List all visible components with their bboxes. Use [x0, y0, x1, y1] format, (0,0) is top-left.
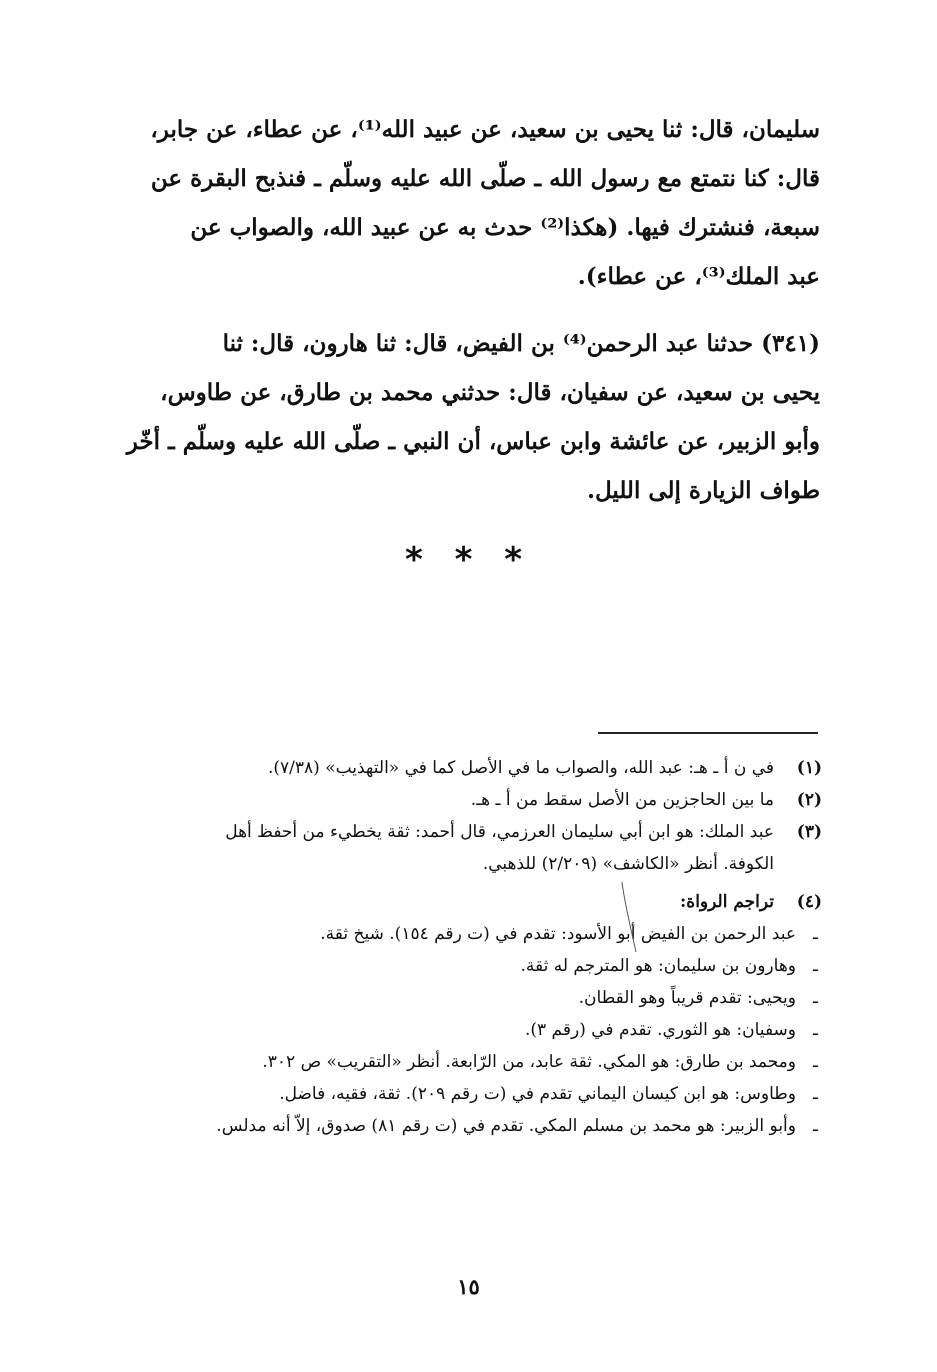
footnote-line: عبد الملك: هو ابن أبي سليمان العرزمي، قال أحمد: ثقة يخطيء من أحفظ أهل	[225, 822, 774, 842]
footnote-3	[120, 816, 822, 880]
footnote-4	[120, 886, 822, 918]
main-text	[110, 105, 820, 533]
dash-bullet: ـ	[813, 1116, 818, 1136]
footnote-line: في ن أ ـ هـ: عبد الله، والصواب ما في الأصل كما في «التهذيب» (٧/٣٨).	[267, 758, 774, 778]
footnote-number: (٤)	[796, 892, 822, 912]
text-line: وأبو الزبير، عن عائشة وابن عباس، أن النبي ـ صلّى الله عليه وسلّم ـ أخّر	[126, 428, 820, 455]
narrators-heading: تراجم الرواة:	[680, 892, 774, 912]
text-line: عبد الملك⁽³⁾، عن عطاء).	[577, 263, 820, 290]
narrator-list	[120, 918, 822, 1142]
text-line: سبعة، فنشترك فيها. (هكذا⁽²⁾ حدث به عن عبيد الله، والصواب عن	[190, 214, 820, 241]
list-item	[120, 918, 822, 950]
list-item	[120, 1078, 822, 1110]
list-item	[120, 1046, 822, 1078]
text-line: طواف الزيارة إلى الليل.	[586, 477, 820, 504]
list-item	[120, 1014, 822, 1046]
text-line: يحيى بن سعيد، عن سفيان، قال: حدثني محمد بن طارق، عن طاوس،	[160, 379, 820, 406]
page-number: ١٥	[457, 1274, 480, 1299]
footnotes	[120, 752, 822, 1142]
footnote-2	[120, 784, 822, 816]
text-line: (٣٤١) حدثنا عبد الرحمن⁽⁴⁾ بن الفيض، قال: ثنا هارون، قال: ثنا	[222, 330, 820, 357]
dash-bullet: ـ	[813, 924, 818, 944]
paragraph-hadith-340-continuation	[110, 105, 820, 301]
footnote-body	[120, 886, 774, 918]
footnote-number: (٢)	[796, 790, 822, 810]
narrator-text: وسفيان: هو الثوري. تقدم في (رقم ٣).	[524, 1020, 796, 1040]
section-separator: * * *	[404, 540, 532, 580]
narrator-text: وأبو الزبير: هو محمد بن مسلم المكي. تقدم في (ت رقم ٨١) صدوق، إلاّ أنه مدلس.	[216, 1116, 796, 1136]
dash-bullet: ـ	[813, 1052, 818, 1072]
list-item	[120, 982, 822, 1014]
footnote-body	[120, 784, 774, 816]
narrator-text: وطاوس: هو ابن كيسان اليماني تقدم في (ت رقم ٢٠٩). ثقة، فقيه، فاضل.	[279, 1084, 796, 1104]
footnote-1	[120, 752, 822, 784]
footnote-divider	[598, 732, 818, 734]
footnote-body	[120, 816, 774, 880]
dash-bullet: ـ	[813, 1084, 818, 1104]
footnote-line: ما بين الحاجزين من الأصل سقط من أ ـ هـ.	[470, 790, 774, 810]
text-line: سليمان، قال: ثنا يحيى بن سعيد، عن عبيد الله⁽¹⁾، عن عطاء، عن جابر،	[150, 116, 820, 143]
narrator-text: ويحيى: تقدم قريباً وهو القطان.	[578, 988, 796, 1008]
list-item	[120, 1110, 822, 1142]
dash-bullet: ـ	[813, 988, 818, 1008]
footnote-number: (١)	[796, 758, 822, 778]
paragraph-hadith-341	[110, 319, 820, 515]
footnote-line: الكوفة. أنظر «الكاشف» (٢/٢٠٩) للذهبي.	[482, 854, 774, 874]
dash-bullet: ـ	[813, 1020, 818, 1040]
dash-bullet: ـ	[813, 956, 818, 976]
footnote-body	[120, 752, 774, 784]
narrator-text: وهارون بن سليمان: هو المترجم له ثقة.	[520, 956, 796, 976]
list-item	[120, 950, 822, 982]
text-line: قال: كنا نتمتع مع رسول الله ـ صلّى الله عليه وسلّم ـ فنذبح البقرة عن	[150, 165, 820, 192]
footnote-number: (٣)	[796, 822, 822, 842]
narrator-text: عبد الرحمن بن الفيض أبو الأسود: تقدم في (ت رقم ١٥٤). شيخ ثقة.	[320, 924, 796, 944]
narrator-text: ومحمد بن طارق: هو المكي. ثقة عابد، من الرّابعة. أنظر «التقريب» ص ٣٠٢.	[262, 1052, 796, 1072]
